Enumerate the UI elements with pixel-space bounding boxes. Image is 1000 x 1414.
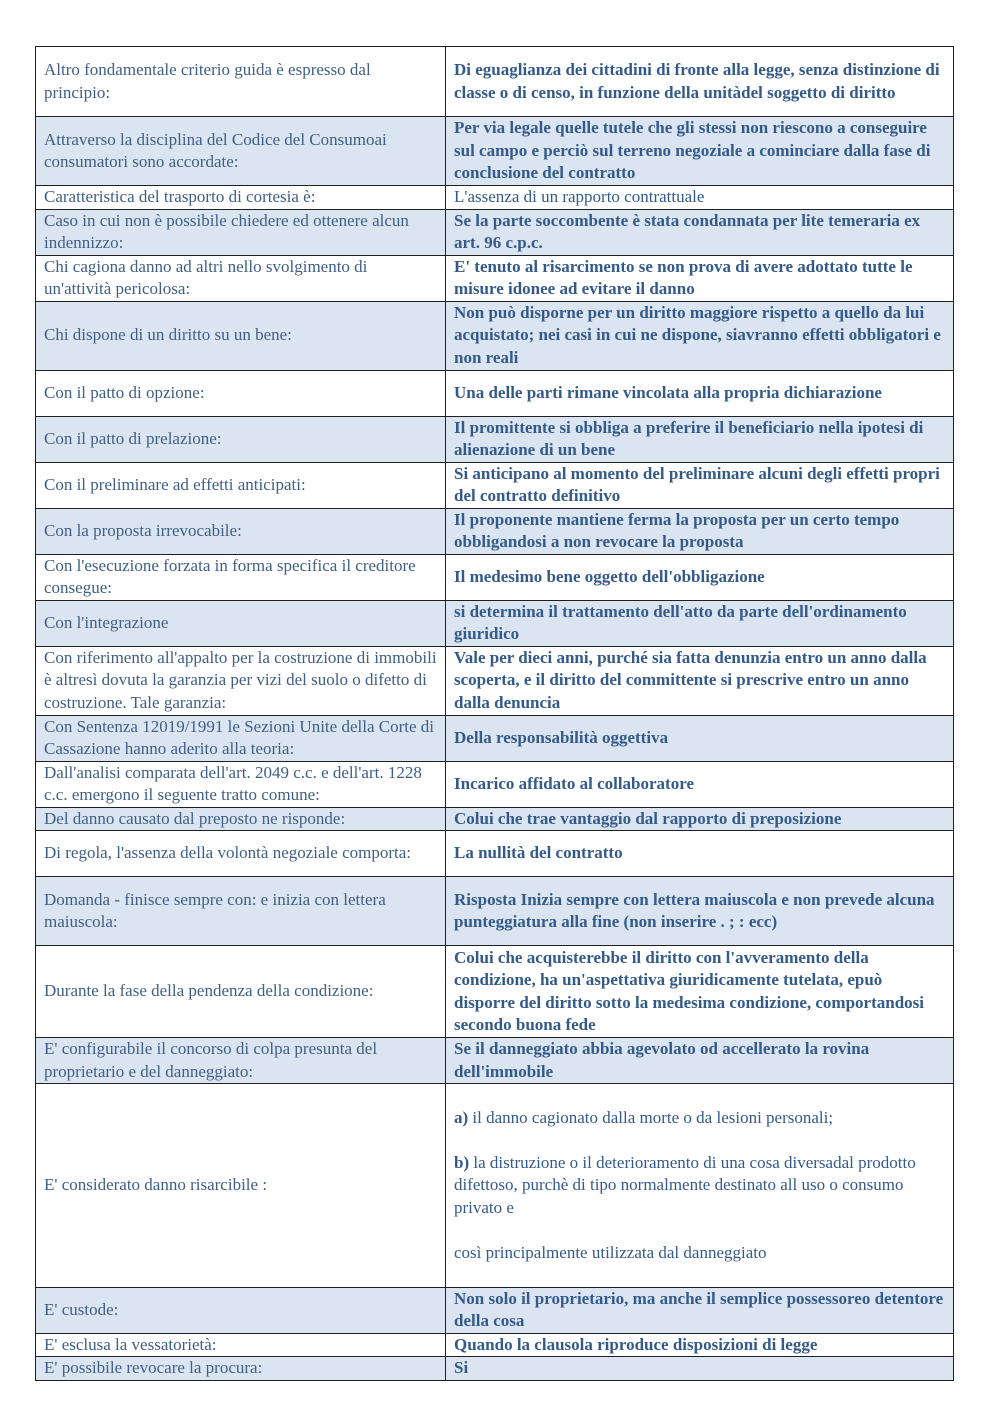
list-marker: b): [454, 1152, 470, 1172]
answer-line-text: così principalmente utilizzata dal danneggiato: [454, 1242, 767, 1262]
answer-cell: L'assenza di un rapporto contrattuale: [446, 186, 954, 210]
answer-cell: Non solo il proprietario, ma anche il semplice possessoreo detentore della cosa: [446, 1287, 954, 1333]
question-cell: Altro fondamentale criterio guida è espresso dal principio:: [36, 47, 446, 117]
table-row: [36, 1287, 954, 1333]
question-cell: Durante la fase della pendenza della condizione:: [36, 946, 446, 1038]
table-row: [36, 47, 954, 117]
question-cell: Chi cagiona danno ad altri nello svolgimento di un'attività pericolosa:: [36, 255, 446, 301]
table-row: [36, 462, 954, 508]
answer-cell: E' tenuto al risarcimento se non prova di avere adottato tutte le misure idonee ad evitare il danno: [446, 255, 954, 301]
question-cell: Con il preliminare ad effetti anticipati:: [36, 462, 446, 508]
question-cell: E' possibile revocare la procura:: [36, 1357, 446, 1381]
question-cell: Con l'integrazione: [36, 600, 446, 646]
question-cell: Con il patto di prelazione:: [36, 416, 446, 462]
answer-cell: Si anticipano al momento del preliminare alcuni degli effetti propri del contratto definitivo: [446, 462, 954, 508]
question-cell: Caso in cui non è possibile chiedere ed ottenere alcun indennizzo:: [36, 209, 446, 255]
answer-cell: Quando la clausola riproduce disposizioni di legge: [446, 1333, 954, 1357]
qa-table: [35, 46, 954, 1381]
answer-cell: Colui che acquisterebbe il diritto con l'avveramento della condizione, ha un'aspettativa giuridicamente tutelata, epuò disporre del diritto sotto la medesima condizione, comportandosi secondo buona fede: [446, 946, 954, 1038]
table-row: [36, 1333, 954, 1357]
answer-cell: si determina il trattamento dell'atto da parte dell'ordinamento giuridico: [446, 600, 954, 646]
question-cell: Dall'analisi comparata dell'art. 2049 c.c. e dell'art. 1228 c.c. emergono il seguente tratto comune:: [36, 761, 446, 807]
question-cell: Con riferimento all'appalto per la costruzione di immobili è altresì dovuta la garanzia per vizi del suolo o difetto di costruzione. Tale garanzia:: [36, 646, 446, 715]
answer-cell: Una delle parti rimane vincolata alla propria dichiarazione: [446, 370, 954, 416]
table-row: [36, 1084, 954, 1288]
table-row: [36, 831, 954, 877]
table-row: [36, 877, 954, 946]
answer-cell: Se il danneggiato abbia agevolato od accellerato la rovina dell'immobile: [446, 1038, 954, 1084]
table-row: [36, 416, 954, 462]
question-cell: E' custode:: [36, 1287, 446, 1333]
table-row: [36, 1357, 954, 1381]
answer-cell: Il medesimo bene oggetto dell'obbligazione: [446, 554, 954, 600]
table-row: [36, 946, 954, 1038]
answer-cell: Della responsabilità oggettiva: [446, 715, 954, 761]
answer-line-text: il danno cagionato dalla morte o da lesioni personali;: [468, 1107, 834, 1127]
answer-cell: Risposta Inizia sempre con lettera maiuscola e non prevede alcuna punteggiatura alla fine (non inserire . ; : ecc): [446, 877, 954, 946]
table-row: [36, 807, 954, 831]
table-row: [36, 646, 954, 715]
answer-cell: Vale per dieci anni, purché sia fatta denunzia entro un anno dalla scoperta, e il diritto del committente si prescrive entro un anno dalla denuncia: [446, 646, 954, 715]
question-cell: Domanda - finisce sempre con: e inizia con lettera maiuscola:: [36, 877, 446, 946]
question-cell: Con l'esecuzione forzata in forma specifica il creditore consegue:: [36, 554, 446, 600]
table-row: [36, 715, 954, 761]
answer-line: [454, 1152, 945, 1220]
table-row: [36, 508, 954, 554]
question-cell: Con il patto di opzione:: [36, 370, 446, 416]
table-row: [36, 255, 954, 301]
question-cell: E' configurabile il concorso di colpa presunta del proprietario e del danneggiato:: [36, 1038, 446, 1084]
question-cell: Chi dispone di un diritto su un bene:: [36, 301, 446, 370]
answer-line-text: la distruzione o il deterioramento di una cosa diversadal prodotto difettoso, purchè di tipo normalmente destinato all uso o consumo privato e: [454, 1152, 916, 1217]
answer-cell: La nullità del contratto: [446, 831, 954, 877]
table-row: [36, 600, 954, 646]
answer-cell: Colui che trae vantaggio dal rapporto di preposizione: [446, 807, 954, 831]
answer-cell: [446, 1084, 954, 1288]
question-cell: E' considerato danno risarcibile :: [36, 1084, 446, 1288]
answer-cell: Si: [446, 1357, 954, 1381]
question-cell: Con la proposta irrevocabile:: [36, 508, 446, 554]
question-cell: Di regola, l'assenza della volontà negoziale comporta:: [36, 831, 446, 877]
table-row: [36, 186, 954, 210]
table-row: [36, 554, 954, 600]
answer-cell: Il promittente si obbliga a preferire il beneficiario nella ipotesi di alienazione di un bene: [446, 416, 954, 462]
question-cell: Attraverso la disciplina del Codice del Consumoai consumatori sono accordate:: [36, 117, 446, 186]
table-row: [36, 209, 954, 255]
answer-cell: Il proponente mantiene ferma la proposta per un certo tempo obbligandosi a non revocare la proposta: [446, 508, 954, 554]
list-marker: a): [454, 1107, 469, 1127]
answer-cell: Se la parte soccombente è stata condannata per lite temeraria ex art. 96 c.p.c.: [446, 209, 954, 255]
table-row: [36, 117, 954, 186]
answer-line: [454, 1242, 945, 1265]
table-row: [36, 370, 954, 416]
table-row: [36, 1038, 954, 1084]
table-row: [36, 301, 954, 370]
answer-cell: Incarico affidato al collaboratore: [446, 761, 954, 807]
answer-cell: Non può disporne per un diritto maggiore rispetto a quello da lui acquistato; nei casi in cui ne dispone, siavranno effetti obbligatori e non reali: [446, 301, 954, 370]
question-cell: Del danno causato dal preposto ne risponde:: [36, 807, 446, 831]
answer-line: [454, 1107, 945, 1130]
question-cell: Con Sentenza 12019/1991 le Sezioni Unite della Corte di Cassazione hanno aderito alla teoria:: [36, 715, 446, 761]
answer-cell: Di eguaglianza dei cittadini di fronte alla legge, senza distinzione di classe o di censo, in funzione della unitàdel soggetto di diritto: [446, 47, 954, 117]
question-cell: Caratteristica del trasporto di cortesia è:: [36, 186, 446, 210]
answer-cell: Per via legale quelle tutele che gli stessi non riescono a conseguire sul campo e perciò sul terreno negoziale a cominciare dalla fase di conclusione del contratto: [446, 117, 954, 186]
table-row: [36, 761, 954, 807]
question-cell: E' esclusa la vessatorietà:: [36, 1333, 446, 1357]
